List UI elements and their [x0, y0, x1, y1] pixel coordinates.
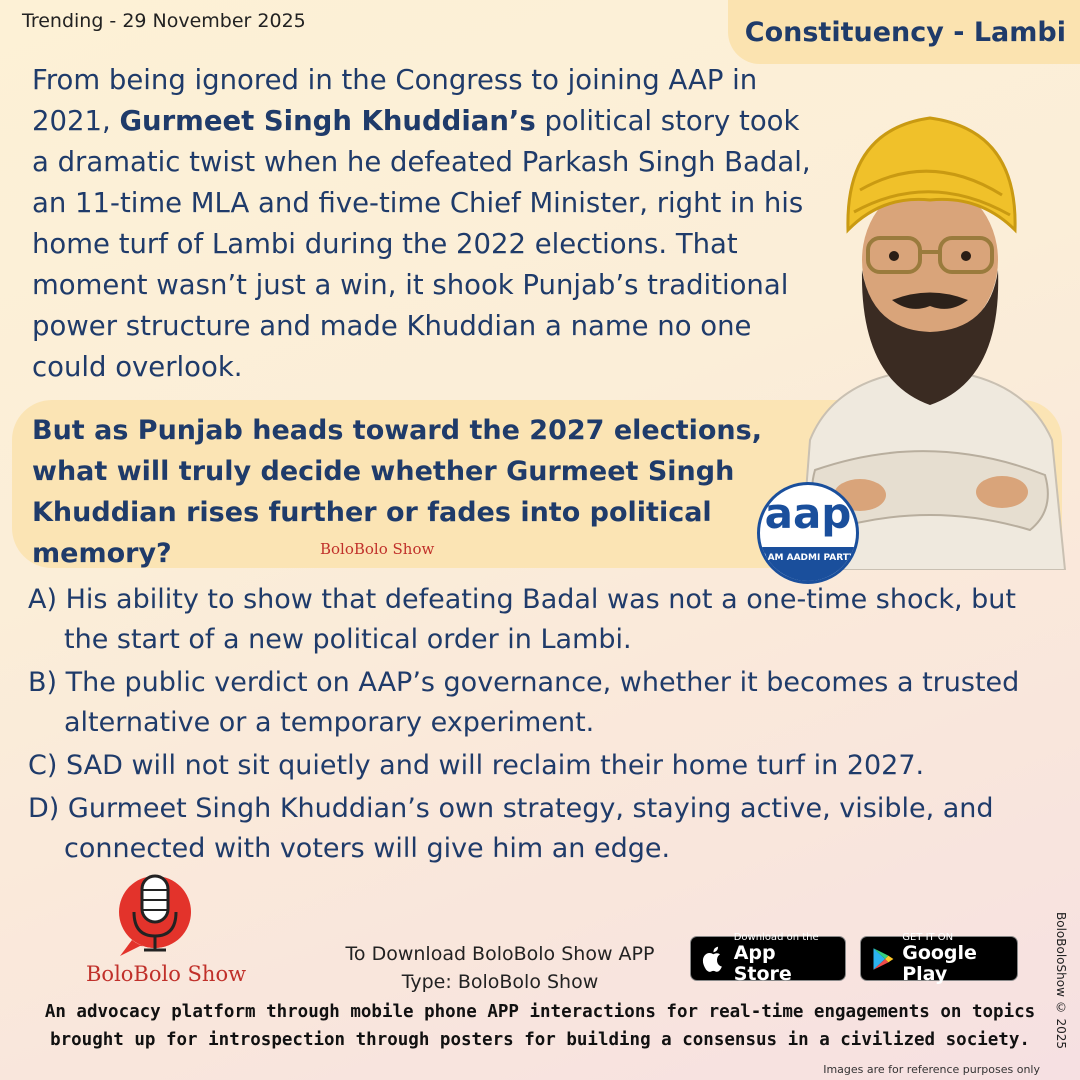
watermark-brand: BoloBolo Show — [320, 540, 435, 558]
google-play-icon — [871, 944, 894, 974]
option-b: B) The public verdict on AAP’s governance, whether it becomes a trusted alternative or a temporary experiment. — [28, 667, 1020, 738]
intro-name: Gurmeet Singh Khuddian’s — [119, 105, 536, 137]
aap-logo-caption: AAM AADMI PARTY — [760, 547, 856, 581]
constituency-label: Constituency - Lambi — [744, 16, 1066, 48]
answer-options — [28, 580, 1068, 872]
copyright-notice: BoloBoloShow © 2025 — [1054, 912, 1068, 1050]
google-play-label: Google Play — [902, 942, 977, 985]
advocacy-statement: An advocacy platform through mobile phone APP interactions for real-time engagements on topics brought up for introspection through posters for building a consensus in a civilized society. — [44, 1002, 1036, 1050]
download-line-2: Type: BoloBolo Show — [401, 971, 599, 993]
aap-logo-text: aap — [764, 489, 852, 538]
right-hand — [976, 476, 1028, 508]
microphone-icon — [110, 868, 200, 968]
option-d: D) Gurmeet Singh Khuddian’s own strategy, staying active, visible, and connected with voters will give him an edge. — [28, 793, 994, 864]
intro-text-1: From being ignored in the Congress to joining AAP in 2021, — [32, 64, 758, 137]
apple-icon — [701, 944, 726, 974]
option-c: C) SAD will not sit quietly and will reclaim their home turf in 2027. — [28, 750, 925, 781]
disclaimer: Images are for reference purposes only — [823, 1063, 1040, 1076]
intro-paragraph — [32, 60, 812, 388]
option-a: A) His ability to show that defeating Badal was not a one-time shock, but the start of a new political order in Lambi. — [28, 584, 1016, 655]
brand-name: BoloBolo Show — [86, 962, 247, 986]
google-play-small-text: GET IT ON — [902, 932, 954, 943]
download-instructions — [300, 940, 700, 996]
constituency-tab — [728, 0, 1080, 64]
google-play-button[interactable] — [860, 932, 1018, 985]
trending-date: Trending - 29 November 2025 — [22, 10, 306, 32]
intro-text-2: political story took a dramatic twist when he defeated Parkash Singh Badal, an 11-time MLA and five-time Chief Minister, right in his home turf of Lambi during the 2022 elections. That moment wasn’t just a win, it shook Punjab’s traditional power structure and made Khuddian a name no one could overlook. — [32, 105, 811, 383]
aap-logo — [757, 482, 859, 584]
download-line-1: To Download BoloBolo Show APP — [345, 943, 655, 965]
question-text: But as Punjab heads toward the 2027 elections, what will truly decide whether Gurmeet Singh Khuddian rises further or fades into political memory? — [32, 415, 762, 569]
app-store-label: App Store — [733, 942, 792, 985]
app-store-button[interactable] — [690, 932, 846, 985]
app-store-small-text: Download on the — [733, 932, 819, 943]
